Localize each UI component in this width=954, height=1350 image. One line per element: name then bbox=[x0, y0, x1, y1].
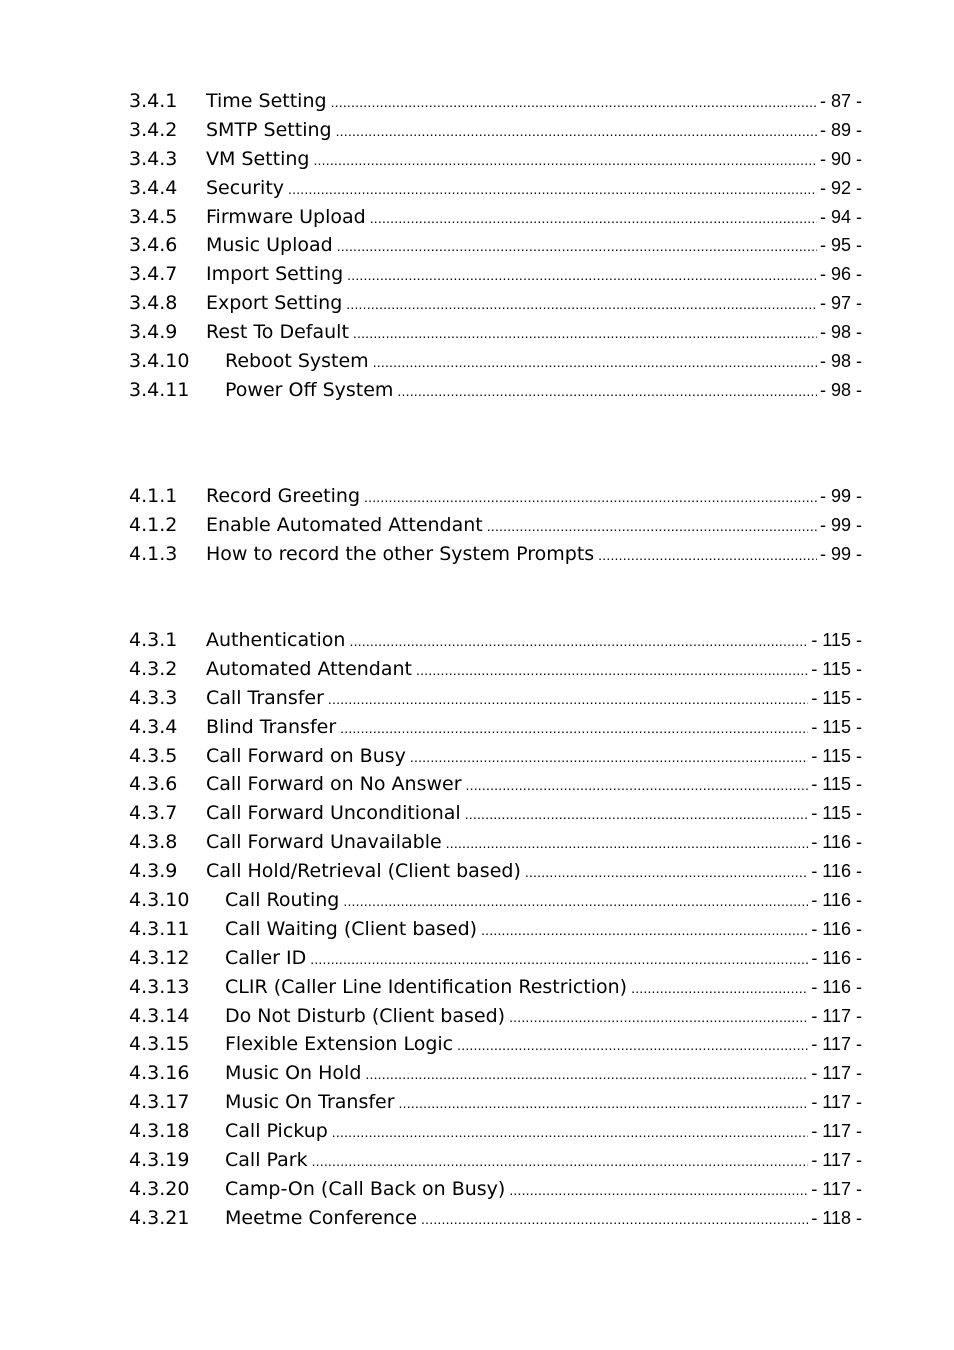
toc-entry-title: How to record the other System Prompts bbox=[206, 542, 595, 565]
dot-leader bbox=[347, 267, 817, 283]
toc-entry-number: 4.3.16 bbox=[129, 1062, 190, 1085]
dot-leader bbox=[312, 1153, 809, 1169]
toc-entry-title: Call Park bbox=[225, 1149, 308, 1172]
toc-entry-number: 3.4.4 bbox=[129, 176, 178, 199]
toc-entry[interactable] bbox=[129, 831, 862, 860]
toc-entry-number: 4.3.20 bbox=[129, 1177, 190, 1200]
toc-entry-number: 4.3.17 bbox=[129, 1091, 190, 1114]
toc-entry-number: 3.4.10 bbox=[129, 350, 190, 373]
toc-entry-title: Call Pickup bbox=[225, 1120, 328, 1143]
toc-entry-title: Firmware Upload bbox=[206, 205, 366, 228]
toc-entry-number: 4.3.14 bbox=[129, 1004, 190, 1027]
toc-entry-title: Import Setting bbox=[206, 263, 344, 286]
toc-entry-number: 4.3.4 bbox=[129, 715, 178, 738]
toc-entry-page: - 97 - bbox=[819, 293, 862, 314]
toc-entry-page: - 115 - bbox=[811, 658, 862, 679]
toc-entry-number: 3.4.5 bbox=[129, 205, 178, 228]
dot-leader bbox=[457, 1037, 808, 1053]
toc-entry-title: Call Hold/Retrieval (Client based) bbox=[206, 860, 521, 883]
toc-entry[interactable] bbox=[129, 860, 862, 889]
toc-entry[interactable] bbox=[129, 485, 862, 514]
toc-entry-page: - 98 - bbox=[819, 351, 862, 372]
dot-leader bbox=[487, 518, 817, 534]
toc-entry-number: 3.4.8 bbox=[129, 292, 178, 315]
toc-entry[interactable] bbox=[129, 1005, 862, 1034]
toc-entry-page: - 98 - bbox=[819, 322, 862, 343]
toc-entry-title: Meetme Conference bbox=[225, 1206, 418, 1229]
toc-entry-number: 4.3.18 bbox=[129, 1120, 190, 1143]
toc-entry-page: - 117 - bbox=[811, 1150, 862, 1171]
toc-group-4-3 bbox=[129, 629, 862, 1236]
toc-entry-title: Flexible Extension Logic bbox=[225, 1033, 454, 1056]
toc-entry-page: - 118 - bbox=[811, 1207, 862, 1228]
dot-leader bbox=[349, 633, 808, 649]
toc-entry-number: 4.1.3 bbox=[129, 542, 178, 565]
toc-entry-number: 3.4.1 bbox=[129, 90, 178, 112]
dot-leader bbox=[416, 662, 808, 678]
toc-entry[interactable] bbox=[129, 514, 862, 543]
dot-leader bbox=[631, 980, 808, 996]
dot-leader bbox=[310, 951, 808, 967]
toc-entry-page: - 87 - bbox=[819, 91, 862, 111]
toc-entry-page: - 116 - bbox=[811, 947, 862, 968]
toc-entry-title: Call Transfer bbox=[206, 686, 324, 709]
toc-entry-page: - 90 - bbox=[819, 148, 862, 169]
toc-entry[interactable] bbox=[129, 292, 862, 321]
toc-entry-number: 4.3.21 bbox=[129, 1206, 190, 1229]
toc-entry-number: 3.4.6 bbox=[129, 234, 178, 257]
toc-entry-page: - 98 - bbox=[819, 379, 862, 400]
dot-leader bbox=[331, 94, 817, 110]
dot-leader bbox=[399, 1095, 809, 1111]
toc-entry-page: - 117 - bbox=[811, 1063, 862, 1084]
dot-leader bbox=[328, 691, 808, 707]
toc-entry[interactable] bbox=[129, 918, 862, 947]
toc-entry-title: Call Forward Unavailable bbox=[206, 831, 442, 854]
toc-entry-page: - 117 - bbox=[811, 1121, 862, 1142]
dot-leader bbox=[340, 720, 808, 736]
dot-leader bbox=[343, 893, 808, 909]
toc-entry[interactable] bbox=[129, 321, 862, 350]
toc-entry[interactable] bbox=[129, 1033, 862, 1062]
toc-entry-page: - 116 - bbox=[811, 890, 862, 911]
toc-entry[interactable] bbox=[129, 629, 862, 658]
toc-entry-title: Camp-On (Call Back on Busy) bbox=[225, 1177, 506, 1200]
toc-entry-number: 4.3.11 bbox=[129, 917, 190, 940]
dot-leader bbox=[288, 181, 817, 197]
toc-entry-page: - 116 - bbox=[811, 918, 862, 939]
dot-leader bbox=[481, 922, 808, 938]
dot-leader bbox=[446, 835, 809, 851]
toc-entry-page: - 116 - bbox=[811, 832, 862, 853]
dot-leader bbox=[509, 1182, 808, 1198]
toc-entry[interactable] bbox=[129, 1178, 862, 1207]
toc-entry-page: - 99 - bbox=[819, 514, 862, 535]
toc-entry[interactable] bbox=[129, 234, 862, 263]
toc-entry[interactable] bbox=[129, 1091, 862, 1120]
toc-entry-page: - 115 - bbox=[811, 687, 862, 708]
toc-entry-page: - 117 - bbox=[811, 1034, 862, 1055]
toc-entry-page: - 89 - bbox=[819, 119, 862, 140]
toc-entry-title: Call Forward on No Answer bbox=[206, 773, 462, 796]
dot-leader bbox=[370, 210, 817, 226]
toc-entry-number: 4.3.1 bbox=[129, 629, 178, 651]
toc-entry-title: Authentication bbox=[206, 629, 346, 651]
toc-entry[interactable] bbox=[129, 543, 862, 572]
toc-entry-number: 4.3.2 bbox=[129, 657, 178, 680]
toc-entry-title: Caller ID bbox=[225, 946, 307, 969]
dot-leader bbox=[598, 547, 817, 563]
toc-entry[interactable] bbox=[129, 379, 862, 408]
dot-leader bbox=[365, 1066, 808, 1082]
toc-entry-number: 4.3.8 bbox=[129, 831, 178, 854]
toc-entry-number: 4.3.15 bbox=[129, 1033, 190, 1056]
toc-entry-page: - 115 - bbox=[811, 630, 862, 650]
toc-entry[interactable] bbox=[129, 148, 862, 177]
toc-entry[interactable] bbox=[129, 716, 862, 745]
toc-group-4-1 bbox=[129, 485, 862, 572]
toc-entry-title: Music On Transfer bbox=[225, 1091, 395, 1114]
toc-entry-page: - 117 - bbox=[811, 1005, 862, 1026]
toc-entry-number: 3.4.7 bbox=[129, 263, 178, 286]
dot-leader bbox=[525, 864, 808, 880]
toc-entry-page: - 95 - bbox=[819, 235, 862, 256]
toc-entry-title: Call Routing bbox=[225, 889, 340, 912]
toc-entry-page: - 115 - bbox=[811, 803, 862, 824]
toc-entry-page: - 92 - bbox=[819, 177, 862, 198]
toc-entry-page: - 116 - bbox=[811, 976, 862, 997]
toc-entry[interactable] bbox=[129, 90, 862, 119]
dot-leader bbox=[397, 383, 817, 399]
toc-entry-title: CLIR (Caller Line Identification Restriction) bbox=[225, 975, 628, 998]
toc-entry-number: 4.3.10 bbox=[129, 889, 190, 912]
toc-entry-number: 4.3.12 bbox=[129, 946, 190, 969]
toc-entry-number: 4.3.13 bbox=[129, 975, 190, 998]
toc-group-3-4 bbox=[129, 90, 862, 408]
toc-entry[interactable] bbox=[129, 802, 862, 831]
toc-entry-page: - 117 - bbox=[811, 1178, 862, 1199]
dot-leader bbox=[465, 806, 809, 822]
dot-leader bbox=[509, 1009, 808, 1025]
toc-entry-number: 4.3.5 bbox=[129, 744, 178, 767]
toc-entry-page: - 99 - bbox=[819, 543, 862, 564]
toc-entry[interactable] bbox=[129, 1207, 862, 1236]
toc-entry-number: 4.1.2 bbox=[129, 513, 178, 536]
dot-leader bbox=[346, 296, 817, 312]
toc-entry[interactable] bbox=[129, 1149, 862, 1178]
dot-leader bbox=[337, 238, 817, 254]
toc-entry-title: Music Upload bbox=[206, 234, 333, 257]
toc-entry[interactable] bbox=[129, 773, 862, 802]
toc-entry[interactable] bbox=[129, 350, 862, 379]
toc-entry[interactable] bbox=[129, 745, 862, 774]
toc-entry-number: 3.4.11 bbox=[129, 378, 190, 401]
toc-entry-page: - 94 - bbox=[819, 206, 862, 227]
toc-entry-page: - 117 - bbox=[811, 1092, 862, 1113]
toc-entry-number: 3.4.3 bbox=[129, 147, 178, 170]
toc-entry[interactable] bbox=[129, 889, 862, 918]
toc-entry-number: 4.3.3 bbox=[129, 686, 178, 709]
toc-entry-page: - 99 - bbox=[819, 486, 862, 506]
toc-entry-page: - 115 - bbox=[811, 716, 862, 737]
toc-entry[interactable] bbox=[129, 177, 862, 206]
toc-entry-title: Reboot System bbox=[225, 350, 369, 373]
toc-entry-number: 3.4.2 bbox=[129, 118, 178, 141]
toc-entry[interactable] bbox=[129, 947, 862, 976]
toc-entry-number: 4.3.6 bbox=[129, 773, 178, 796]
toc-entry-page: - 116 - bbox=[811, 861, 862, 882]
toc-entry[interactable] bbox=[129, 119, 862, 148]
toc-entry-number: 4.1.1 bbox=[129, 485, 178, 507]
toc-entry-title: Export Setting bbox=[206, 292, 343, 315]
toc-entry-page: - 96 - bbox=[819, 264, 862, 285]
dot-leader bbox=[336, 123, 817, 139]
dot-leader bbox=[332, 1124, 809, 1140]
toc-entry-number: 4.3.19 bbox=[129, 1149, 190, 1172]
toc-entry-title: Automated Attendant bbox=[206, 657, 412, 680]
toc-entry-title: Music On Hold bbox=[225, 1062, 362, 1085]
toc-entry-title: Rest To Default bbox=[206, 321, 349, 344]
toc-entry[interactable] bbox=[129, 1120, 862, 1149]
dot-leader bbox=[364, 489, 817, 505]
toc-entry-title: SMTP Setting bbox=[206, 118, 332, 141]
toc-entry-title: Record Greeting bbox=[206, 485, 361, 507]
dot-leader bbox=[410, 749, 808, 765]
toc-entry-title: Enable Automated Attendant bbox=[206, 513, 483, 536]
toc-entry-title: Power Off System bbox=[225, 378, 394, 401]
toc-entry-number: 4.3.7 bbox=[129, 802, 178, 825]
toc-entry-number: 3.4.9 bbox=[129, 321, 178, 344]
dot-leader bbox=[313, 152, 817, 168]
toc-entry-title: VM Setting bbox=[206, 147, 310, 170]
toc-entry-title: Call Forward on Busy bbox=[206, 744, 406, 767]
toc-entry-page: - 115 - bbox=[811, 745, 862, 766]
toc-entry[interactable] bbox=[129, 263, 862, 292]
toc-entry-page: - 115 - bbox=[811, 774, 862, 795]
dot-leader bbox=[421, 1211, 808, 1227]
toc-entry-number: 4.3.9 bbox=[129, 860, 178, 883]
toc-entry-title: Security bbox=[206, 176, 285, 199]
toc-entry-title: Do Not Disturb (Client based) bbox=[225, 1004, 506, 1027]
toc-entry-title: Call Forward Unconditional bbox=[206, 802, 461, 825]
toc-entry-title: Call Waiting (Client based) bbox=[225, 917, 478, 940]
toc-entry-title: Time Setting bbox=[206, 90, 327, 112]
toc-entry[interactable] bbox=[129, 687, 862, 716]
toc-entry[interactable] bbox=[129, 658, 862, 687]
dot-leader bbox=[353, 325, 817, 341]
toc-entry[interactable] bbox=[129, 1062, 862, 1091]
dot-leader bbox=[373, 354, 817, 370]
dot-leader bbox=[466, 777, 809, 793]
toc-entry[interactable] bbox=[129, 976, 862, 1005]
toc-entry[interactable] bbox=[129, 206, 862, 235]
toc-entry-title: Blind Transfer bbox=[206, 715, 337, 738]
